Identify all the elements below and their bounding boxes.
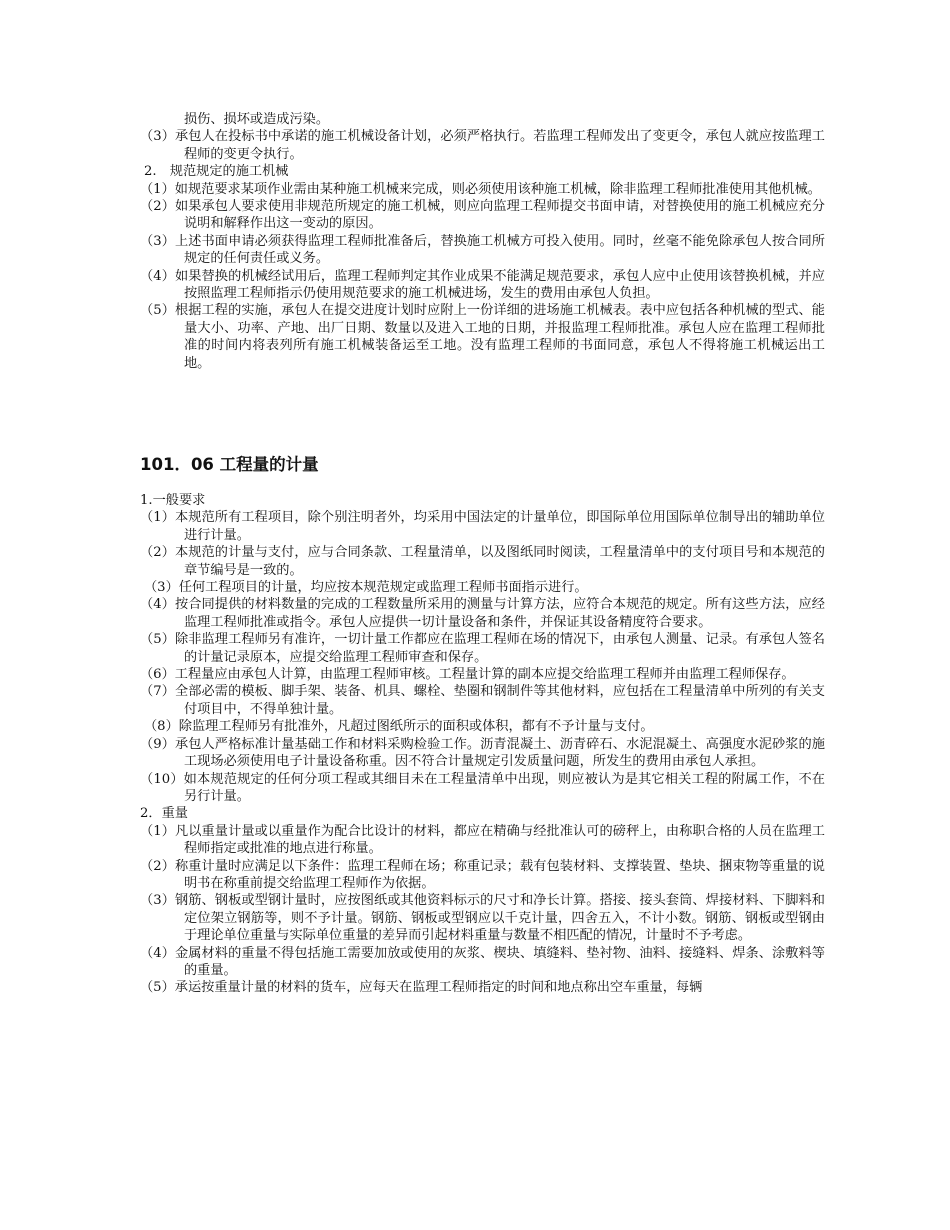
section-measurement: [140, 492, 825, 997]
paragraph-item: （1）如规范要求某项作业需由某种施工机械来完成，则必须使用该种施工机械，除非监理工程师批准使用其他机械。: [140, 181, 821, 197]
paragraph-item: （3）承包人在投标书中承诺的施工机械设备计划，必须严格执行。若监理工程师发出了变更令，承包人就应按监理工程师的变更令执行。: [140, 129, 825, 162]
subsection-title: 2. 规范规定的施工机械: [144, 164, 289, 180]
paragraph-item: （2）本规范的计量与支付，应与合同条款、工程量清单，以及图纸同时阅读，工程量清单中的支付项目号和本规范的章节编号是一致的。: [140, 545, 825, 578]
paragraph-item: （2）如果承包人要求使用非规范所规定的施工机械，则应向监理工程师提交书面申请，对替换使用的施工机械应充分说明和解释作出这一变动的原因。: [140, 199, 825, 232]
paragraph-item: （4）金属材料的重量不得包括施工需要加放或使用的灰浆、楔块、填缝料、垫衬物、油料、接缝料、焊条、涂敷料等的重量。: [140, 945, 825, 978]
paragraph-item: （5）根据工程的实施，承包人在提交进度计划时应附上一份详细的进场施工机械表。表中应包括各种机械的型式、能量大小、功率、产地、出厂日期、数量以及进入工地的日期，并报监理工程师批准。承包人应在监理工程师批准的时间内将表列所有施工机械装备运至工地。没有监理工程师的书面同意，承包人不得将施工机械运出工地。: [140, 303, 825, 371]
section-heading: 101．06 工程量的计量: [140, 455, 319, 474]
paragraph-item: （3）钢筋、钢板或型钢计量时，应按图纸或其他资料标示的尺寸和净长计算。搭接、接头套筒、焊接材料、下脚料和定位架立钢筋等，则不予计量。钢筋、钢板或型钢应以千克计量，四舍五入，不计小数。钢筋、钢板或型钢由于理论单位重量与实际单位重量的差异而引起材料重量与数量不相匹配的情况，计量时不予考虑。: [140, 893, 825, 944]
paragraph-item: （6）工程量应由承包人计算，由监理工程师审核。工程量计算的副本应提交给监理工程师并由监理工程师保存。: [140, 667, 795, 683]
paragraph-item: （1）本规范所有工程项目，除个别注明者外，均采用中国法定的计量单位，即国际单位用国际单位制导出的辅助单位进行计量。: [140, 510, 825, 543]
paragraph-item: （4）如果替换的机械经试用后，监理工程师判定其作业成果不能满足规范要求，承包人应中止使用该替换机械，并应按照监理工程师指示仍使用规范要求的施工机械进场，发生的费用由承包人负担。: [140, 268, 825, 302]
paragraph-item: （5）除非监理工程师另有准许，一切计量工作都应在监理工程师在场的情况下，由承包人测量、记录。有承包人签名的计量记录原本，应提交给监理工程师审查和保存。: [140, 632, 825, 665]
section-machinery: [140, 111, 825, 372]
paragraph-item: （3）上述书面申请必须获得监理工程师批准备后，替换施工机械方可投入使用。同时，丝毫不能免除承包人按合同所规定的任何责任或义务。: [140, 233, 825, 267]
paragraph-continuation: 损伤、损坏或造成污染。: [184, 112, 330, 127]
subsection-title: 1.一般要求: [140, 493, 206, 508]
subsection-title: 2．重量: [140, 806, 188, 822]
paragraph-item: （3）任何工程项目的计量，均应按本规范规定或监理工程师书面指示进行。: [144, 580, 588, 596]
paragraph-item: （1）凡以重量计量或以重量作为配合比设计的材料，都应在精确与经批准认可的磅秤上，由称职合格的人员在监理工程师指定或批准的地点进行称量。: [140, 823, 825, 857]
paragraph-item: （10）如本规范规定的任何分项工程或其细目未在工程量清单中出现，则应被认为是其它相关工程的附属工作，不在另行计量。: [140, 771, 825, 804]
paragraph-item: （2）称重计量时应满足以下条件：监理工程师在场；称重记录；载有包装材料、支撑装置、垫块、捆束物等重量的说明书在称重前提交给监理工程师作为依据。: [140, 858, 825, 891]
paragraph-item: （8）除监理工程师另有批准外，凡超过图纸所示的面积或体积，都有不予计量与支付。: [144, 719, 654, 735]
paragraph-item: （7）全部必需的模板、脚手架、装备、机具、螺栓、垫圈和钢制件等其他材料，应包括在工程量清单中所列的有关支付项目中，不得单独计量。: [140, 684, 825, 717]
paragraph-item: （5）承运按重量计量的材料的货车，应每天在监理工程师指定的时间和地点称出空车重量，每辆: [140, 980, 703, 996]
paragraph-item: （9）承包人严格标准计量基础工作和材料采购检验工作。沥青混凝土、沥青碎石、水泥混凝土、高强度水泥砂浆的施工现场必须使用电子计量设备称重。因不符合计量规定引发质量问题，所发生的费用由承包人承担。: [140, 736, 825, 770]
paragraph-item: （4）按合同提供的材料数量的完成的工程数量所采用的测量与计算方法，应符合本规范的规定。所有这些方法，应经监理工程师批准或指令。承包人应提供一切计量设备和条件，并保证其设备精度符合要求。: [140, 597, 825, 630]
